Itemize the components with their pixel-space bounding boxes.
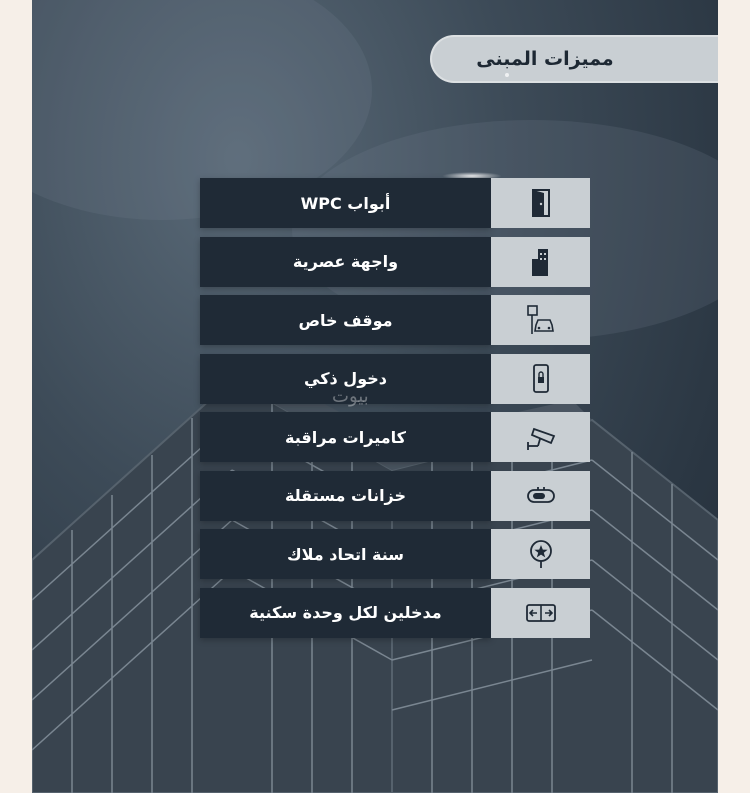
- star-badge-icon: [524, 537, 558, 571]
- features-list: [200, 178, 590, 646]
- door-icon: [524, 186, 558, 220]
- watermark-logo: بيوت: [332, 386, 369, 407]
- decorative-dots: [502, 70, 522, 80]
- feature-label: دخول ذكي: [304, 369, 387, 388]
- feature-row-wpc-doors: [200, 178, 590, 228]
- feature-label: موقف خاص: [298, 310, 393, 330]
- cctv-camera-icon: [524, 420, 558, 454]
- section-title-pill: [430, 35, 718, 83]
- feature-label: خزانات مستقلة: [284, 486, 407, 505]
- feature-row-two-entrances: [200, 588, 590, 638]
- feature-label: كاميرات مراقبة: [285, 427, 406, 447]
- feature-label: مدخلين لكل وحدة سكنية: [249, 603, 442, 622]
- feature-label: سنة اتحاد ملاك: [286, 544, 405, 564]
- section-title: مميزات المبنى: [476, 48, 614, 70]
- feature-row-security-cameras: [200, 412, 590, 462]
- water-tank-icon: [524, 479, 558, 513]
- feature-row-modern-facade: [200, 237, 590, 287]
- building-icon: [524, 245, 558, 279]
- feature-row-smart-entry: [200, 354, 590, 404]
- feature-row-private-parking: [200, 295, 590, 345]
- parking-icon: [524, 303, 558, 337]
- two-entrances-icon: [524, 596, 558, 630]
- feature-label: واجهة عصرية: [292, 252, 399, 271]
- feature-row-owners-association: [200, 529, 590, 579]
- smart-lock-phone-icon: [524, 362, 558, 396]
- feature-label: أبواب WPC: [300, 193, 391, 213]
- feature-row-independent-tanks: [200, 471, 590, 521]
- poster-background: [32, 0, 718, 793]
